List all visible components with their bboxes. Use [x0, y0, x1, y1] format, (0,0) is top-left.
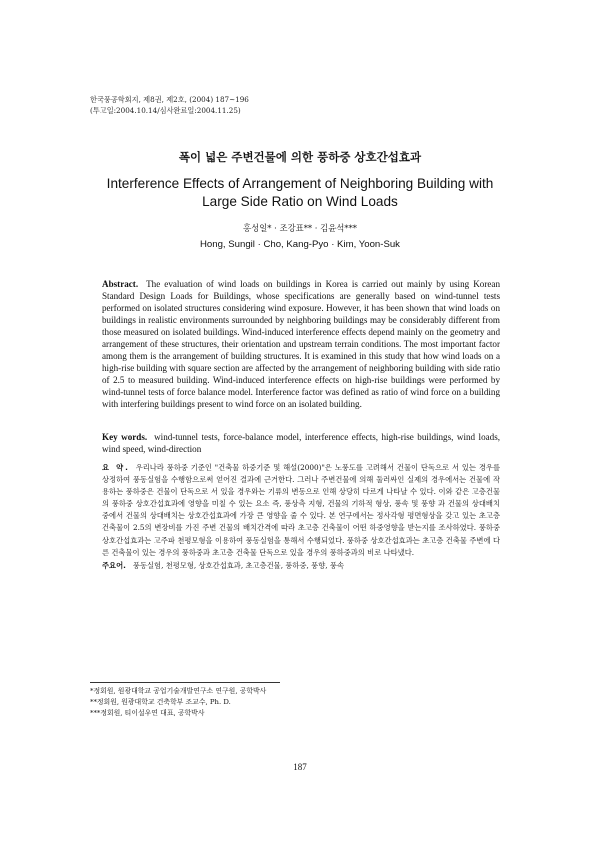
title-korean: 폭이 넓은 주변건물에 의한 풍하중 상호간섭효과: [178, 150, 422, 164]
footnote-divider: [90, 682, 280, 683]
journal-citation: 한국풍공학회지, 제8권, 제2호, (2004) 187~196: [90, 95, 249, 104]
title-english-line-1: Interference Effects of Arrangement of Neighboring Building with: [106, 176, 494, 191]
journal-header: [90, 94, 249, 116]
korean-keywords: [102, 560, 500, 572]
abstract: [102, 278, 500, 410]
korean-summary: [102, 462, 500, 559]
title-english: [80, 175, 520, 211]
authors-english: Hong, Sungil · Cho, Kang-Pyo · Kim, Yoon-Suk: [200, 239, 400, 250]
footnote-2: **정회원, 원광대학교 건축학부 조교수, Ph. D.: [90, 698, 231, 706]
authors-korean: 홍성일* · 조강표** · 김윤석***: [243, 223, 357, 233]
keywords-label: Key words.: [102, 432, 148, 442]
keywords: [102, 431, 500, 455]
abstract-label: Abstract.: [102, 279, 139, 289]
title-english-line-2: Large Side Ratio on Wind Loads: [202, 194, 398, 209]
korean-summary-label: 요 약.: [102, 463, 130, 472]
korean-summary-text: 우리나라 풍하중 기준인 "건축물 하중기준 및 해설(2000)"은 노풍도를 고려해서 건물이 단독으로 서 있는 경우를 상정하여 풍동실험을 수행함으로써 얻어진 결과에 근거한다. 그러나 주변건물에 의해 둘러싸인 실제의 경우에서는 건물에 작용하는 풍하중은 건물이 단독으로 서 있을 경우와는 기류의 변동으로 인해 상당히 다르게 나타날 수 있다. 이와 같은 고층건물의 풍하중 상호간섭효과에 영향을 미칠 수 있는 요소 즉, 풍상측 지형, 건물의 기하적 형상, 풍속 및 풍향 과 건물의 상대배치 중에서 건물의 상대배치는 상호간섭효과에 가장 큰 영향을 줄 수 있다. 본 연구에서는 정사각형 평면형상을 갖고 있는 초고층 건축물이 2.5의 변장비를 가진 주변 건물의 배치간격에 따라 초고층 건축물이 어떤 하중영향을 받는지를 조사하였다. 풍하중 상호간섭효과는 고주파 천평모형을 이용하여 풍동실험을 통해서 수행되었다. 풍하중 상호간섭효과는 초고층 건축물 주변에 다른 건축물이 있는 경우의 풍하중과 초고층 건축물 단독으로 있을 경우의 풍하중과의 비로 나타냈다.: [102, 463, 500, 557]
keywords-text: wind-tunnel tests, force-balance model, interference effects, high-rise buildings, wind loads, wind speed, wind-direction: [102, 432, 501, 454]
footnote-1: *정회원, 원광대학교 공업기술개발연구소 연구원, 공학박사: [90, 687, 267, 695]
submission-dates: (투고일:2004.10.14/심사완료일:2004.11.25): [90, 106, 241, 115]
korean-keywords-label: 주요어.: [102, 561, 126, 570]
korean-keywords-text: 풍동실험, 천평모형, 상호간섭효과, 초고층건물, 풍하중, 풍향, 풍속: [132, 561, 344, 570]
page-number: 187: [293, 762, 307, 772]
footnotes: [90, 686, 266, 719]
footnote-3: ***정회원, 티이설우연 대표, 공학박사: [90, 709, 205, 717]
abstract-text: The evaluation of wind loads on buildings in Korea is carried out mainly by using Korean Standard Design Loads for Buildings, whose specifications are generally based on wind-tunnel tests performed on isolated structures considering wind exposure. However, it has been shown that wind loads on buildings in realistic environments surrounded by neighboring buildings may be considerably different from those measured on isolated buildings. Wind-induced interference effects depend mainly on the geometry and arrangement of these structures, their orientation and upstream terrain conditions. The most important factor among them is the arrangement of building structures. It is examined in this study that how wind loads on a high-rise building with square section are affected by the arrangement of neighboring building with side ratio of 2.5 to measured building. Wind-induced interference effects on high-rise buildings were performed by wind-tunnel tests of force balance model. Interference factor was defined as ratio of wind force on a building with interfering buildings present to wind force on an isolated building.: [102, 279, 500, 409]
